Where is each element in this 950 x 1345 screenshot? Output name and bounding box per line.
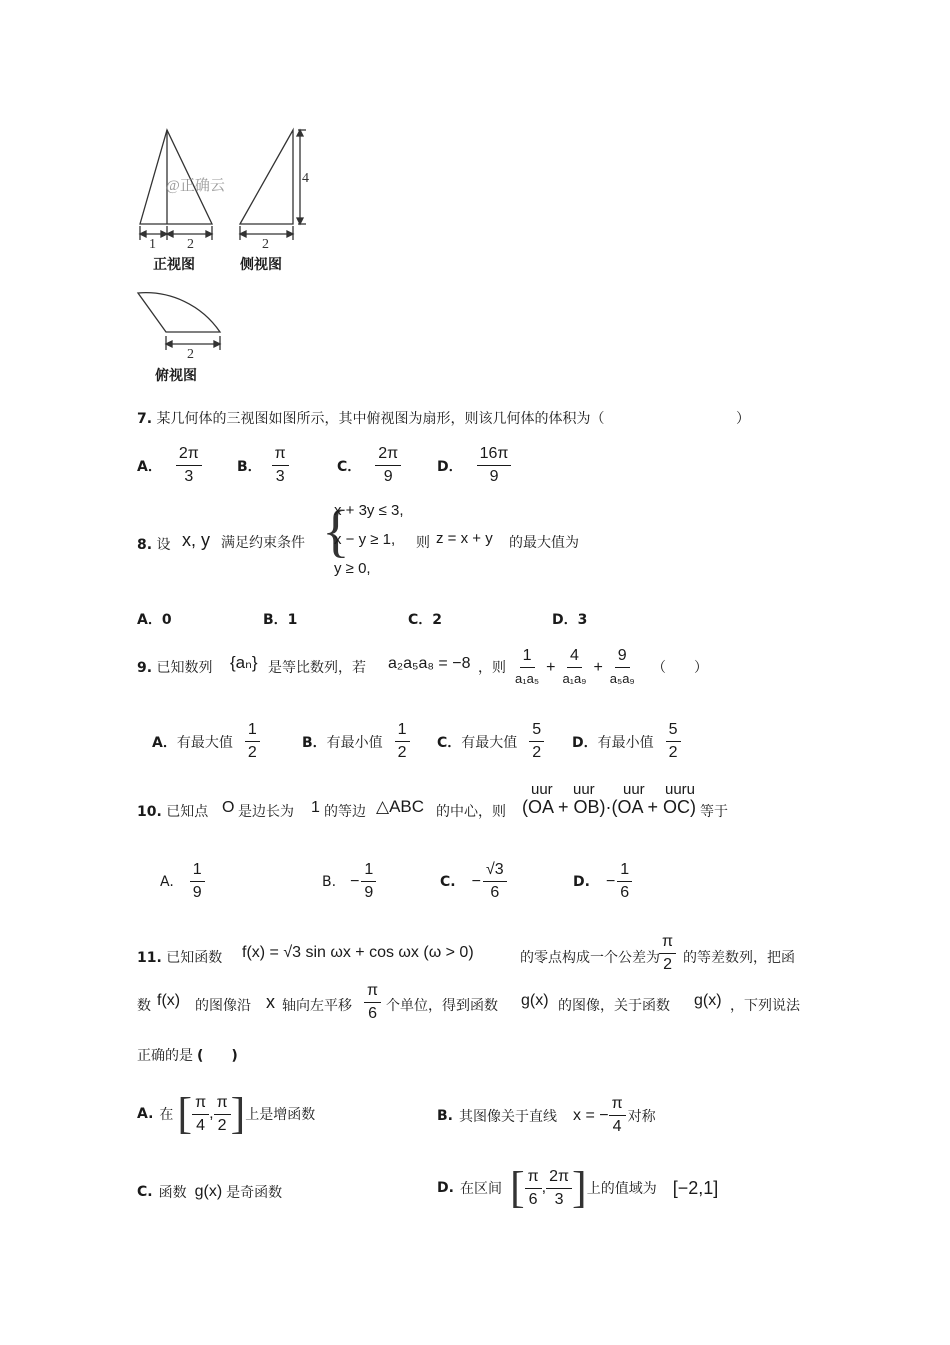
option-b: B． 有最小值 $\frac{1}{2}$ — [302, 720, 410, 763]
function-definition: f(x) = √3 sin ωx + cos ωx (ω > 0) — [242, 944, 474, 961]
option-label: B． — [237, 458, 262, 475]
front-view-caption: 正视图 — [153, 257, 195, 273]
vector-arrow: uur — [623, 781, 645, 798]
question-text: 的中心，则 — [436, 804, 506, 820]
option-b — [237, 444, 289, 487]
side-length: 1 — [311, 799, 320, 816]
then-text: ，则 — [478, 660, 506, 676]
option-d: D． 有最小值 $\frac{5}{2}$ — [572, 720, 681, 763]
option-d: D. − $\frac{1}{6}$ — [573, 860, 632, 903]
question-10-number: 10. 已知点 — [137, 804, 209, 820]
option-d: D. 在区间 [ $\frac{\pi}{6}$ , $\frac{2\pi}{3}$ ] 上的值域为 [−2,1] — [437, 1163, 719, 1212]
option-label: A． — [137, 458, 162, 475]
then-text: 则 — [416, 535, 430, 551]
fraction: $\frac{1}{\text{a₁a₅}}$ — [515, 647, 540, 686]
question-11-number: 11. 已知函数 — [137, 950, 223, 966]
question-text: 的图像，关于函数 — [558, 998, 670, 1014]
option-b: B. 其图像关于直线 x = − $\frac{\pi}{4}$ 对称 — [437, 1095, 656, 1135]
top-dim: 2 — [187, 347, 194, 362]
constraint-2: x − y ≥ 1, — [334, 531, 396, 548]
constraint-1: x + 3y ≤ 3, — [334, 502, 404, 519]
question-text: 个单位，得到函数 — [386, 998, 498, 1014]
fraction: $\frac{2\pi}{9}$ — [375, 444, 401, 487]
question-8-number: 8. 设 — [137, 537, 171, 553]
option-label: D． — [437, 458, 463, 475]
vector-arrow: uur — [573, 781, 595, 798]
option-a: A. 在 [ $\frac{\pi}{4}$ , $\frac{\pi}{2}$ ] 上是增函数 — [137, 1089, 316, 1138]
front-dim-left: 1 — [149, 237, 156, 252]
question-text: 的零点构成一个公差为 — [520, 950, 660, 966]
option-label: C． — [337, 458, 362, 475]
fraction: $\frac{16\pi}{9}$ — [477, 444, 512, 487]
function-f: f(x) — [157, 992, 181, 1009]
option-c: C. − $\frac{√3}{6}$ — [440, 860, 507, 903]
question-text: 是边长为 — [238, 804, 294, 820]
question-9-number: 9. 已知数列 — [137, 660, 213, 676]
fraction: $\frac{9}{\text{a₅a₉}}$ — [609, 647, 635, 686]
common-difference: $\frac{\pi}{2}$ — [659, 932, 676, 975]
side-view-drawing — [240, 130, 306, 240]
watermark: @正确云 — [166, 178, 225, 194]
side-dim-bottom: 2 — [262, 237, 269, 252]
side-dim-height: 4 — [302, 171, 309, 186]
question-text: 满足约束条件 — [221, 535, 305, 551]
brace-left: { — [322, 498, 350, 563]
answer-paren-close: ） — [736, 411, 750, 427]
vector-expression: (OA + OB)·(OA + OC) — [522, 797, 697, 817]
front-dim-right: 2 — [187, 237, 194, 252]
option-c: C. 函数 g(x) 是奇函数 — [137, 1183, 283, 1201]
question-text: 正确的是 ( ) — [137, 1048, 238, 1064]
fraction: $\frac{2\pi}{3}$ — [176, 444, 202, 487]
function-g: g(x) — [521, 992, 549, 1009]
axis-x: x — [266, 992, 275, 1012]
option-b: B．1 — [263, 612, 298, 628]
condition: a₂a₅a₈ = −8 — [388, 655, 471, 672]
option-a: A. $\frac{1}{9}$ — [160, 860, 205, 903]
objective: z = x + y — [436, 530, 493, 547]
question-text: ，下列说法 — [730, 998, 800, 1014]
answer-paren: （ ） — [652, 660, 708, 676]
vector-arrow: uur — [531, 781, 553, 798]
fraction: $\frac{\pi}{3}$ — [272, 444, 289, 487]
top-view-caption: 俯视图 — [155, 368, 197, 384]
question-number: 7. — [137, 411, 153, 427]
question-text: 的等边 — [324, 804, 366, 820]
option-c: C．2 — [408, 612, 443, 628]
fraction: $\frac{4}{\text{a₁a₉}}$ — [562, 647, 587, 686]
expression: $\frac{1}{\text{a₁a₅}}$ + $\frac{4}{\text{a₁a₉}}$ + $\frac{9}{\text{a₅a₉}}$ — [512, 646, 638, 689]
shift-amount: $\frac{\pi}{6}$ — [364, 981, 381, 1024]
question-text: 数 — [137, 998, 151, 1014]
question-text: 是等比数列，若 — [268, 660, 366, 676]
vector-arrow: uuru — [665, 781, 696, 798]
top-view-drawing — [138, 293, 220, 350]
variables: x, y — [182, 530, 211, 550]
question-text: 某几何体的三视图如图所示，其中俯视图为扇形，则该几何体的体积为（ — [156, 411, 605, 427]
option-d — [437, 444, 511, 487]
option-c — [337, 444, 401, 487]
question-text: 的图像沿 — [195, 998, 251, 1014]
question-text: 的等差数列，把函 — [683, 950, 795, 966]
option-c: C． 有最大值 $\frac{5}{2}$ — [437, 720, 544, 763]
function-g: g(x) — [694, 992, 722, 1009]
triangle: △ABC — [376, 797, 425, 816]
question-7-stem — [137, 408, 605, 428]
option-a: A． 有最大值 $\frac{1}{2}$ — [152, 720, 260, 763]
question-text: 轴向左平移 — [282, 998, 352, 1014]
point-o: O — [222, 799, 235, 816]
option-d: D．3 — [552, 612, 588, 628]
question-text-suffix: 的最大值为 — [509, 535, 579, 551]
option-a — [137, 444, 202, 487]
constraint-3: y ≥ 0, — [334, 560, 371, 577]
option-a: A．0 — [137, 612, 172, 628]
option-b: B. − $\frac{1}{9}$ — [322, 860, 376, 903]
side-view-caption: 侧视图 — [240, 257, 282, 273]
question-text-suffix: 等于 — [700, 804, 728, 820]
sequence: {aₙ} — [230, 653, 258, 672]
